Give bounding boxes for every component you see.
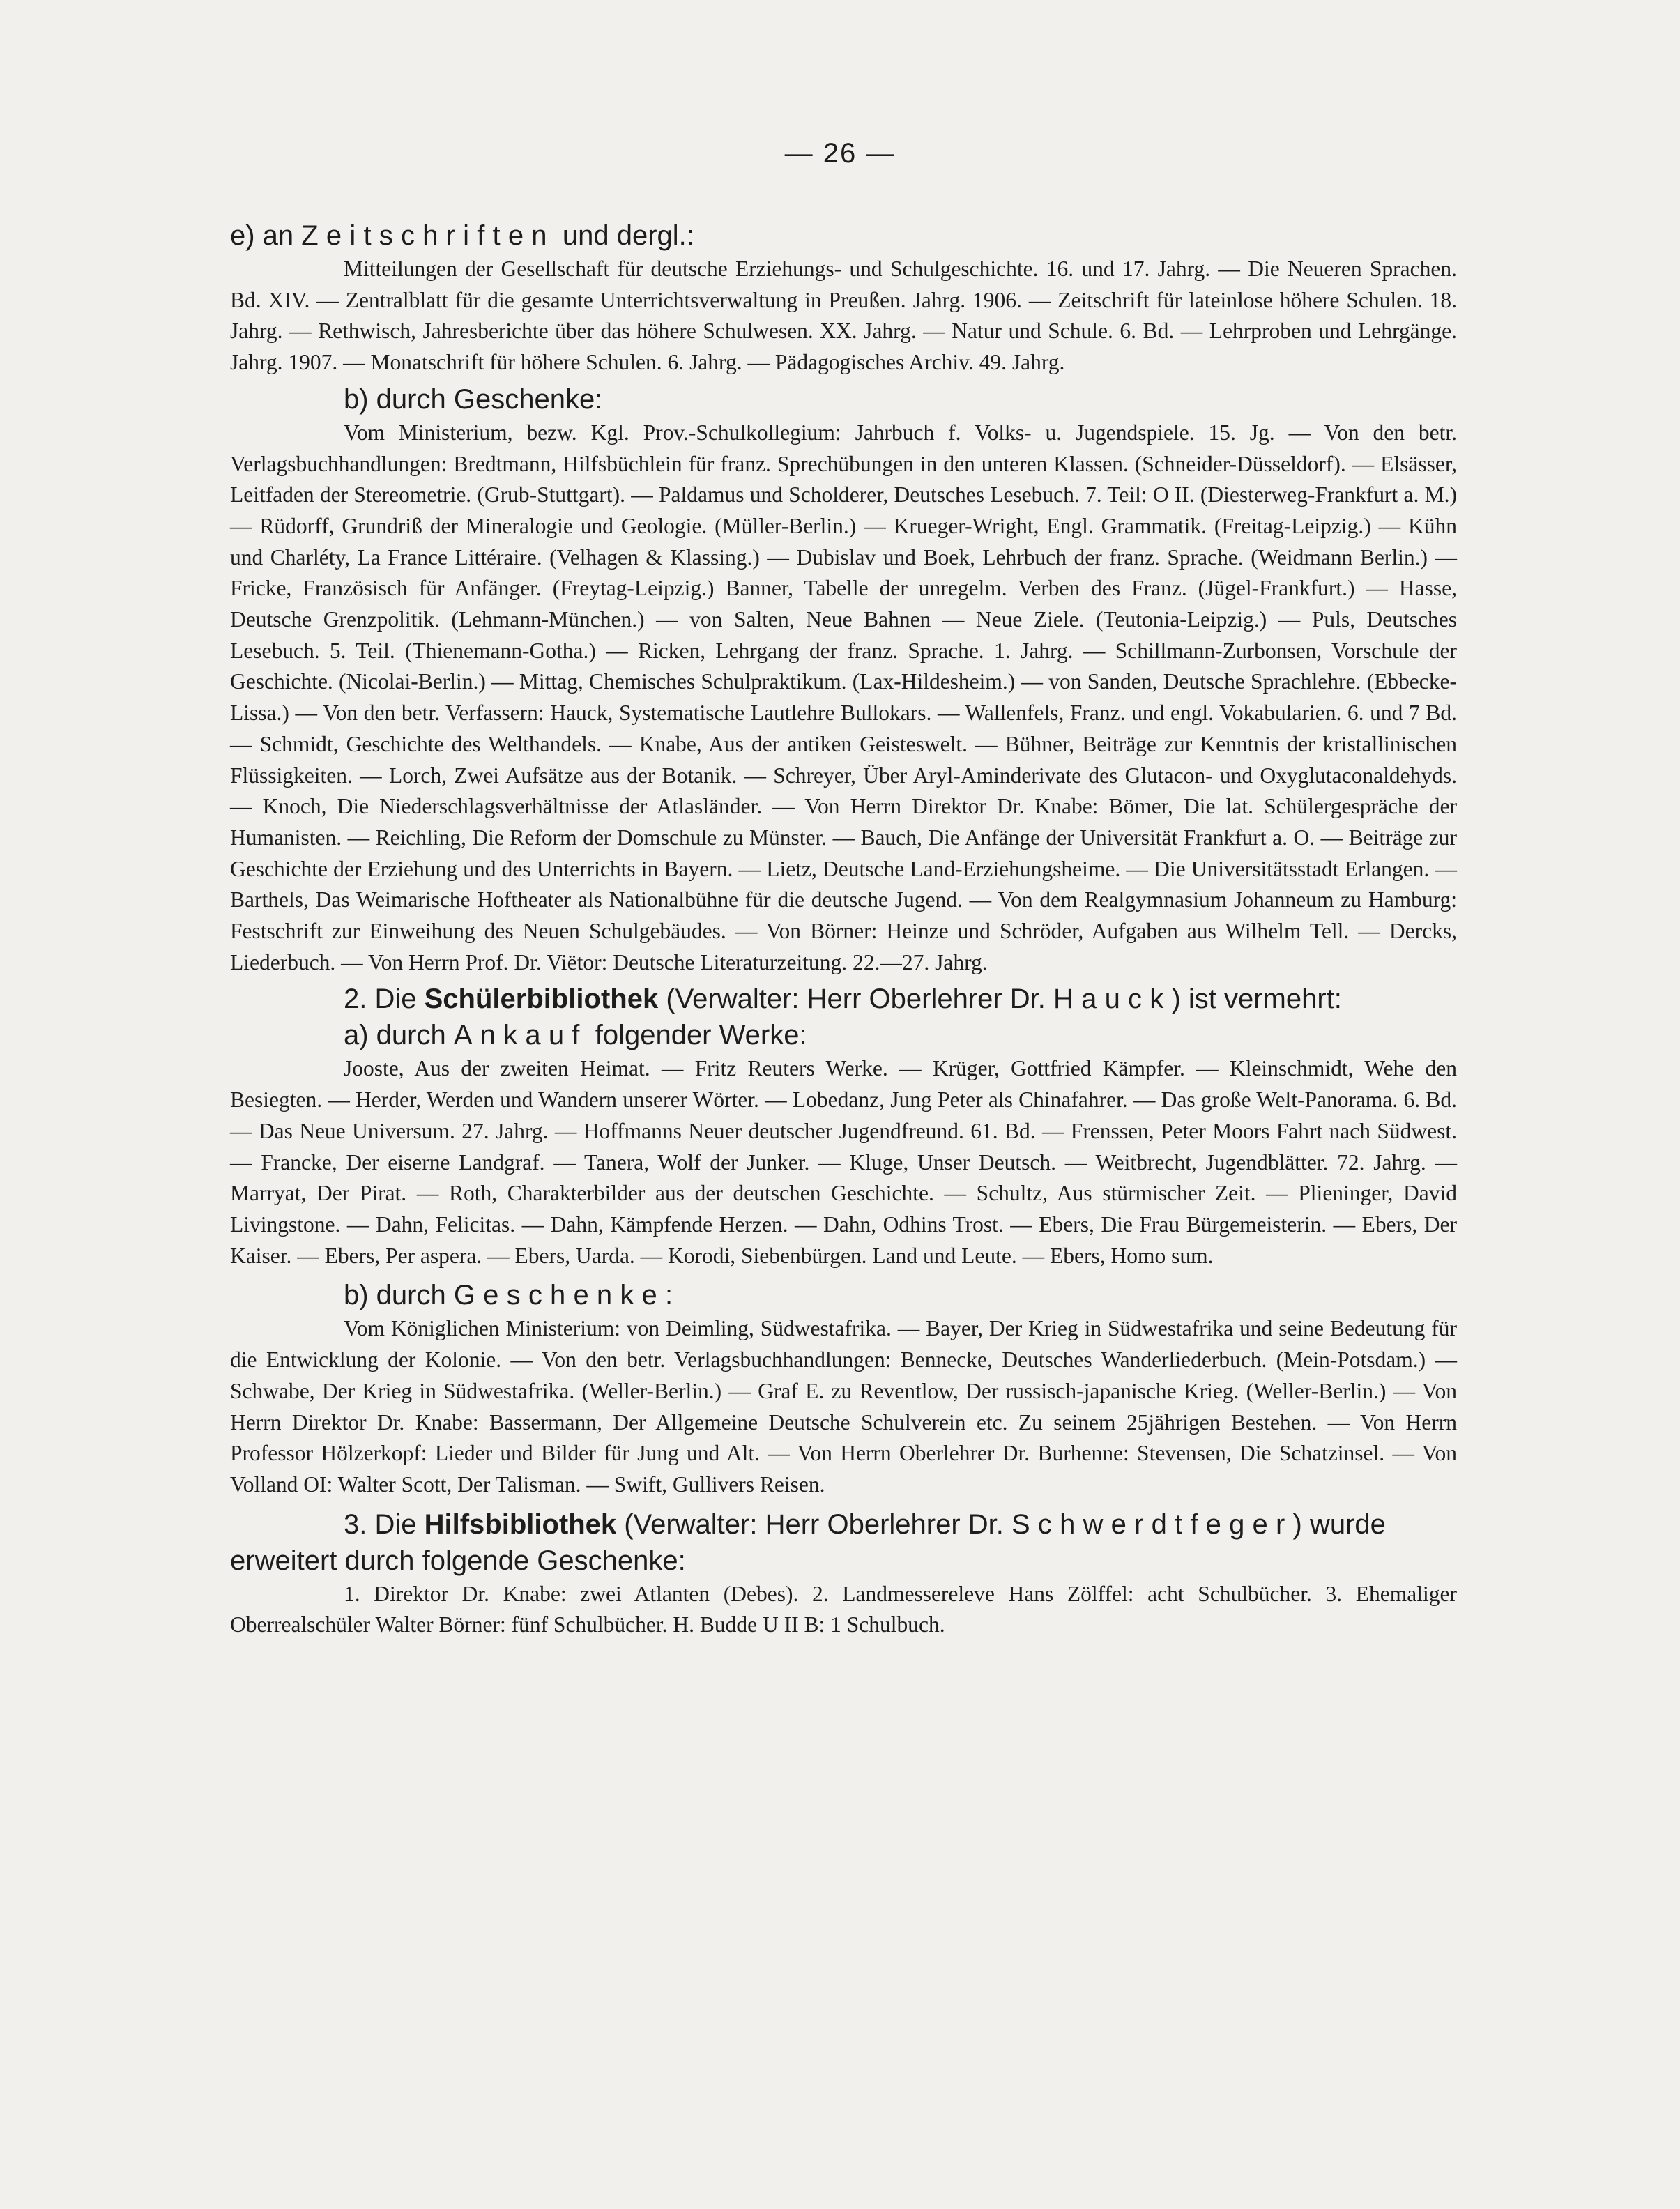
section-b1-paragraph: Vom Ministerium, bezw. Kgl. Prov.-Schulkollegium: Jahrbuch f. Volks- u. Jugendspiele. 15. Jg. — Von den betr. Verlagsbuchhandlungen: Bredtmann, Hilfsbüchlein für franz. Sprechübungen in den unteren Klassen. (Schneider-Düsseldorf). — Elsässer, Leitfaden der Stereometrie. (Grub-Stuttgart). — Paldamus und Scholderer, Deutsches Lesebuch. 7. Teil: O II. (Diesterweg-Frankfurt a. M.) — Rüdorff, Grundriß der Mineralogie und Geologie. (Müller-Berlin.) — Krueger-Wright, Engl. Grammatik. (Freitag-Leipzig.) — Kühn und Charléty, La France Littéraire. (Velhagen & Klassing.) — Dubislav und Boek, Lehrbuch der franz. Sprache. (Weidmann Berlin.) — Fricke, Französisch für Anfänger. (Freytag-Leipzig.) Banner, Tabelle der unregelm. Verben des Franz. (Jügel-Frankfurt.) — Hasse, Deutsche Grenzpolitik. (Lehmann-München.) — von Salten, Neue Bahnen — Neue Ziele. (Teutonia-Leipzig.) — Puls, Deutsches Lesebuch. 5. Teil. (Thienemann-Gotha.) — Ricken, Lehrgang der franz. Sprache. 1. Jahrg. — Schillmann-Zurbonsen, Vorschule der Geschichte. (Nicolai-Berlin.) — Mittag, Chemisches Schulpraktikum. (Lax-Hildesheim.) — von Sanden, Deutsche Sprachlehre. (Ebbecke-Lissa.) — Von den betr. Verfassern: Hauck, Systematische Lautlehre Bullokars. — Wallenfels, Franz. und engl. Vokabularien. 6. und 7 Bd. — Schmidt, Geschichte des Welthandels. — Knabe, Aus der antiken Geisteswelt. — Bühner, Beiträge zur Kenntnis der kristallinischen Flüssigkeiten. — Lorch, Zwei Aufsätze aus der Botanik. — Schreyer, Über Aryl-Aminderivate des Glutacon- und Oxyglutaconaldehyds. — Knoch, Die Niederschlagsverhältnisse der Atlasländer. — Von Herrn Direktor Dr. Knabe: Bömer, Die lat. Schülergespräche der Humanisten. — Reichling, Die Reform der Domschule zu Münster. — Bauch, Die Anfänge der Universität Frankfurt a. O. — Beiträge zur Geschichte der Erziehung und des Unterrichts in Bayern. — Lietz, Deutsche Land-Erziehungsheime. — Die Universitätsstadt Erlangen. — Barthels, Das Weimarische Hoftheater als Nationalbühne für die deutsche Jugend. — Von dem Realgymnasium Johanneum zu Hamburg: Festschrift zur Einweihung des Neuen Schulgebäudes. — Von Börner: Heinze und Schröder, Aufgaben aus Wilhelm Tell. — Dercks, Liederbuch. — Von Herrn Prof. Dr. Viëtor: Deutsche Literaturzeitung. 22.—27. Jahrg. [230, 420, 1457, 974]
section-3-heading: 3. Die Hilfsbibliothek (Verwalter: Herr Oberlehrer Dr. Schwerdtfeger) wurde erweitert durch folgende Geschenke: [230, 1508, 1386, 1576]
section-a2-paragraph: Jooste, Aus der zweiten Heimat. — Fritz Reuters Werke. — Krüger, Gottfried Kämpfer. — Kleinschmidt, Wehe den Besiegten. — Herder, Werden und Wandern unserer Wörter. — Lobedanz, Jung Peter als Chinafahrer. — Das große Welt-Panorama. 6. Bd. — Das Neue Universum. 27. Jahrg. — Hoffmanns Neuer deutscher Jugendfreund. 61. Bd. — Frenssen, Peter Moors Fahrt nach Südwest. — Francke, Der eiserne Landgraf. — Tanera, Wolf der Junker. — Kluge, Unser Deutsch. — Weitbrecht, Jugendblätter. 72. Jahrg. — Marryat, Der Pirat. — Roth, Charakterbilder aus der deutschen Geschichte. — Schultz, Aus stürmischer Zeit. — Plieninger, David Livingstone. — Dahn, Felicitas. — Dahn, Kämpfende Herzen. — Dahn, Odhins Trost. — Ebers, Die Frau Bürgemeisterin. — Ebers, Der Kaiser. — Ebers, Per aspera. — Ebers, Uarda. — Korodi, Siebenbürgen. Land und Leute. — Ebers, Homo sum. [230, 1056, 1457, 1268]
section-3-paragraph: 1. Direktor Dr. Knabe: zwei Atlanten (Debes). 2. Landmessereleve Hans Zölffel: acht Schulbücher. 3. Ehemaliger Oberrealschüler Walter Börner: fünf Schulbücher. H. Budde U II B: 1 Schulbuch. [230, 1581, 1457, 1637]
section-a2-heading: a) durch Ankauf folgender Werke: [344, 1020, 807, 1051]
section-e-heading: e) an Zeitschriften und dergl.: [230, 220, 694, 251]
page-number: — 26 — [784, 138, 896, 169]
section-2-heading: 2. Die Schülerbibliothek (Verwalter: Herr Oberlehrer Dr. Hauck) ist vermehrt: [344, 984, 1342, 1015]
text-column [230, 217, 1457, 1641]
section-b2-heading: b) durch Geschenke: [344, 1280, 673, 1311]
section-e-paragraph: Mitteilungen der Gesellschaft für deutsche Erziehungs- und Schulgeschichte. 16. und 17. Jahrg. — Die Neueren Sprachen. Bd. XIV. — Zentralblatt für die gesamte Unterrichtsverwaltung in Preußen. Jahrg. 1906. — Zeitschrift für lateinlose höhere Schulen. 18. Jahrg. — Rethwisch, Jahresberichte über das höhere Schulwesen. XX. Jahrg. — Natur und Schule. 6. Bd. — Lehrproben und Lehrgänge. Jahrg. 1907. — Monatschrift für höhere Schulen. 6. Jahrg. — Pädagogisches Archiv. 49. Jahrg. [230, 257, 1457, 375]
section-b1-heading: b) durch Geschenke: [344, 383, 603, 415]
section-b2-paragraph: Vom Königlichen Ministerium: von Deimling, Südwestafrika. — Bayer, Der Krieg in Südwestafrika und seine Bedeutung für die Entwicklung der Kolonie. — Von den betr. Verlagsbuchhandlungen: Bennecke, Deutsches Wanderliederbuch. (Mein-Potsdam.) — Schwabe, Der Krieg in Südwestafrika. (Weller-Berlin.) — Graf E. zu Reventlow, Der russisch-japanische Krieg. (Weller-Berlin.) — Von Herrn Direktor Dr. Knabe: Bassermann, Der Allgemeine Deutsche Schulverein etc. Zu seinem 25jährigen Bestehen. — Von Herrn Professor Hölzerkopf: Lieder und Bilder für Jung und Alt. — Von Herrn Oberlehrer Dr. Burhenne: Stevensen, Die Schatzinsel. — Von Volland OI: Walter Scott, Der Talisman. — Swift, Gullivers Reisen. [230, 1316, 1457, 1497]
